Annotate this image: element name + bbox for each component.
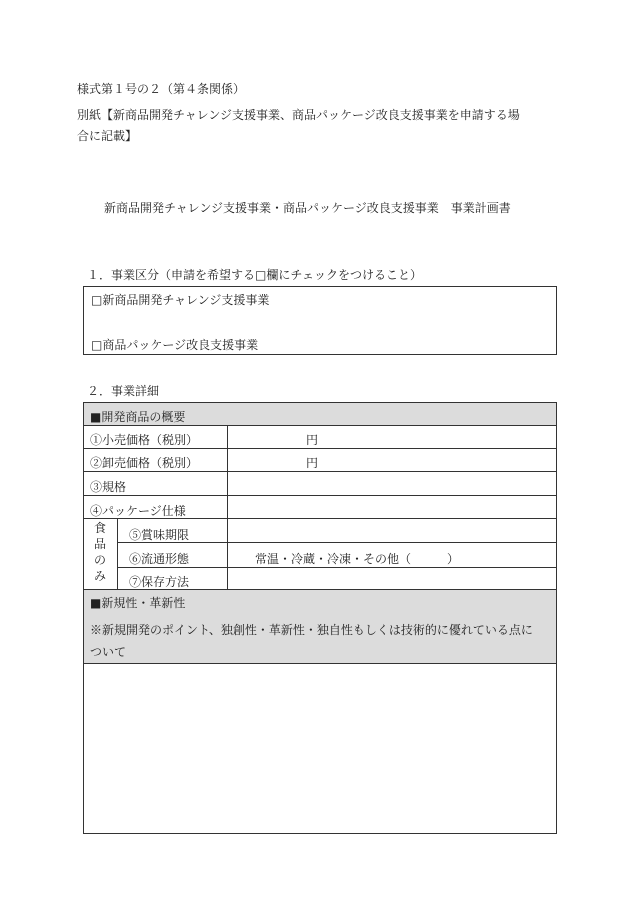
retail-price-value-unit[interactable]: 円 — [306, 433, 319, 447]
distribution-label: ⑥流通形態 — [129, 552, 190, 566]
novelty-note-line2: ついて — [90, 645, 127, 659]
food-only-label: 食 品 の み — [94, 521, 107, 583]
expiry-label: ⑤賞味期限 — [129, 528, 190, 542]
option-package-improvement[interactable]: □商品パッケージ改良支援事業 — [91, 338, 259, 352]
spec-label: ③規格 — [90, 480, 127, 494]
document-title: 新商品開発チャレンジ支援事業・商品パッケージ改良支援事業 事業計画書 — [104, 201, 511, 215]
storage-label: ⑦保存方法 — [129, 575, 190, 589]
novelty-header: ■新規性・革新性 — [90, 596, 186, 610]
novelty-header-block — [84, 590, 556, 663]
attachment-note-line1: 別紙【新商品開発チャレンジ支援事業、商品パッケージ改良支援事業を申請する場 — [77, 108, 520, 122]
overview-header-row — [84, 403, 556, 425]
option-new-product-challenge[interactable]: □新商品開発チャレンジ支援事業 — [91, 293, 270, 307]
wholesale-price-value-unit[interactable]: 円 — [306, 456, 319, 470]
business-category-box — [83, 286, 557, 355]
attachment-note-line2: 合に記載】 — [77, 129, 138, 143]
novelty-note-line1: ※新規開発のポイント、独創性・革新性・独自性もしくは技術的に優れている点に — [90, 623, 533, 637]
retail-price-label: ①小売価格（税別） — [90, 433, 199, 447]
business-details-table — [83, 402, 557, 834]
section1-heading: １．事業区分（申請を希望する□欄にチェックをつけること） — [87, 268, 422, 282]
form-number: 様式第１号の２（第４条関係） — [77, 82, 246, 96]
wholesale-price-label: ②卸売価格（税別） — [90, 456, 199, 470]
overview-header: ■開発商品の概要 — [90, 410, 186, 424]
novelty-answer-area[interactable] — [84, 664, 556, 833]
section2-heading: ２．事業詳細 — [87, 384, 160, 398]
package-spec-label: ④パッケージ仕様 — [90, 504, 186, 518]
distribution-options[interactable]: 常温・冷蔵・冷凍・その他（ ） — [255, 552, 460, 566]
